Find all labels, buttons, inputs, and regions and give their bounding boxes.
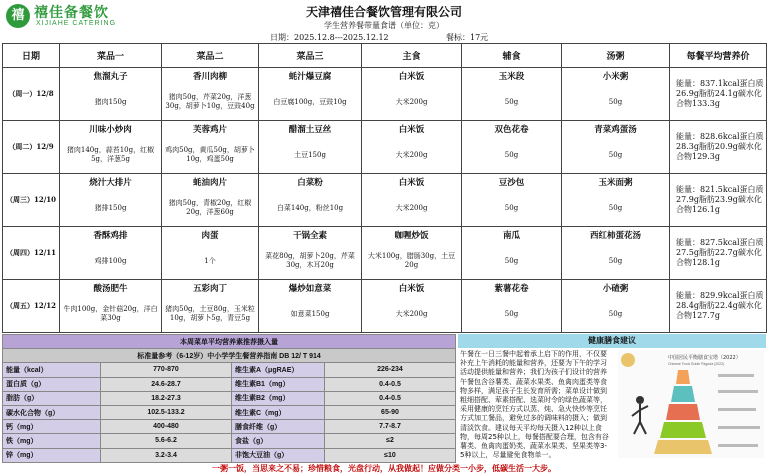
col-header: 菜品二 bbox=[162, 44, 259, 68]
menu-header-row bbox=[3, 44, 767, 68]
dish-ingredients: 白豆腐100g，豆豉10g bbox=[259, 85, 362, 121]
col-header: 每餐平均营养价 bbox=[670, 44, 767, 68]
menu-day-row bbox=[3, 121, 767, 138]
dish-name: 白米饭 bbox=[362, 174, 462, 191]
nutrient-value: 400-480 bbox=[101, 420, 232, 434]
nutrient-label: 碳水化合物（g） bbox=[3, 405, 101, 419]
dish-name: 醋溜土豆丝 bbox=[259, 121, 362, 138]
col-header: 菜品三 bbox=[259, 44, 362, 68]
dish-name: 青菜鸡蛋汤 bbox=[562, 121, 670, 138]
nutrition-row bbox=[3, 420, 456, 434]
dish-ingredients: 猪肉140g，蒜苔10g，红椒5g，洋葱5g bbox=[60, 138, 162, 174]
nutrient-label: 维生素B1（mg） bbox=[232, 377, 325, 391]
pagoda-emblem bbox=[621, 353, 635, 367]
dish-ingredients: 50g bbox=[462, 138, 562, 174]
energy-summary: 能量：827.5kcal蛋白质27.5g脂肪22.7g碳水化合物128.1g bbox=[670, 227, 767, 280]
dish-ingredients: 50g bbox=[462, 85, 562, 121]
nutrient-value: 24.6-28.7 bbox=[101, 377, 232, 391]
dish-name: 芙蓉鸡片 bbox=[162, 121, 259, 138]
dish-ingredients: 白菜140g，粉丝10g bbox=[259, 191, 362, 227]
date-range: 日期：2025.12.8---2025.12.12 bbox=[270, 33, 389, 42]
nutrition-row bbox=[3, 391, 456, 405]
dish-ingredients: 大米200g bbox=[362, 85, 462, 121]
energy-summary: 能量：837.1kcal蛋白质26.9g脂肪24.1g碳水化合物133.3g bbox=[670, 68, 767, 121]
nutrient-value: 0.4-0.5 bbox=[325, 391, 456, 405]
nutrition-title: 本周菜单平均营养素推荐摄入量 bbox=[3, 335, 456, 349]
nutrient-label: 维生素A（μgRAE） bbox=[232, 363, 325, 377]
nutrient-label: 维生素B2（mg） bbox=[232, 391, 325, 405]
dish-name: 蚝汁爆豆腐 bbox=[259, 68, 362, 85]
nutrient-label: 锌（mg） bbox=[3, 448, 101, 462]
advice-text: 午餐在一日三餐中起着承上启下的作用，不仅要补充上午消耗的能量和营养，还要为下午的学习活动提供能量和营养；我们为孩子们设计的营养午餐包含谷薯类、蔬菜水果类、鱼禽肉蛋类等食物多样，满足孩子生长发育所需；菜单设计做到粗细搭配、荤素搭配、选菜时令的绿色蔬菜等，采用健康的烹饪方式以蒸、炖、急火快炒等烹饪方式加工餐品，避免过多的调味料的摄入；做到清淡饮食。建议每天平均每天摄入12种以上食物，每周25种以上，每餐搭配要合理，包含有谷薯类、鱼禽肉蛋奶类、蔬菜水果类、坚果类等3-5种以上，尽量避免食物单一。 bbox=[460, 350, 609, 460]
dish-ingredients: 菜花80g，胡萝卜20g，芹菜30g，木耳20g bbox=[259, 244, 362, 280]
nutrient-label: 脂肪（g） bbox=[3, 391, 101, 405]
dish-name: 香酥鸡排 bbox=[60, 227, 162, 244]
nutrient-label: 膳食纤维（g） bbox=[232, 420, 325, 434]
menu-day-row bbox=[3, 68, 767, 85]
col-header: 菜品一 bbox=[60, 44, 162, 68]
nutrient-label: 铁（mg） bbox=[3, 434, 101, 448]
dish-ingredients: 牛肉100g，金针菇20g，洋白菜30g bbox=[60, 297, 162, 333]
col-header: 辅食 bbox=[462, 44, 562, 68]
dish-ingredients: 猪肉50g，芹菜20g，洋葱30g，胡萝卜10g，豆豉40g bbox=[162, 85, 259, 121]
pagoda-title: 中国居民平衡膳食宝塔（2022） bbox=[668, 355, 741, 361]
nutrition-standard: 标准量参考（6-12岁）中小学学生餐营养指南 DB 12/ T 914 bbox=[3, 349, 456, 363]
company-name: 天津禧佳合餐饮管理有限公司 bbox=[305, 5, 462, 19]
nutrient-value: 65-90 bbox=[325, 405, 456, 419]
col-header: 主食 bbox=[362, 44, 462, 68]
food-pagoda-image bbox=[618, 350, 764, 458]
dish-name: 西红柿蛋花汤 bbox=[562, 227, 670, 244]
nutrition-row bbox=[3, 377, 456, 391]
pagoda-layer-meat bbox=[666, 404, 700, 420]
energy-summary: 能量：829.9kcal蛋白质28.4g脂肪22.4g碳水化合物127.7g bbox=[670, 280, 767, 333]
dish-name: 酸汤肥牛 bbox=[60, 280, 162, 297]
nutrient-label: 能量（kcal） bbox=[3, 363, 101, 377]
dish-name: 白米饭 bbox=[362, 68, 462, 85]
dish-name: 爆炒如意菜 bbox=[259, 280, 362, 297]
dish-name: 肉蛋 bbox=[162, 227, 259, 244]
dish-name: 白菜粉 bbox=[259, 174, 362, 191]
dish-name: 白米饭 bbox=[362, 280, 462, 297]
dish-ingredients: 50g bbox=[562, 297, 670, 333]
dish-name: 小碴粥 bbox=[562, 280, 670, 297]
menu-ingredient-row bbox=[3, 85, 767, 121]
dish-name: 小米粥 bbox=[562, 68, 670, 85]
dish-ingredients: 大米200g bbox=[362, 191, 462, 227]
dish-name: 川味小炒肉 bbox=[60, 121, 162, 138]
nutrition-row bbox=[3, 434, 456, 448]
dish-name: 干锅全素 bbox=[259, 227, 362, 244]
menu-day-row bbox=[3, 280, 767, 297]
dish-name: 烧汁大排片 bbox=[60, 174, 162, 191]
dish-ingredients: 大米100g，腊肠30g，土豆20g bbox=[362, 244, 462, 280]
dish-ingredients: 50g bbox=[462, 297, 562, 333]
nutrient-value: 770-870 bbox=[101, 363, 232, 377]
pagoda-en-title: Chinese Food Guide Pagoda (2022) bbox=[668, 362, 725, 366]
dish-name: 香川肉柳 bbox=[162, 68, 259, 85]
dish-ingredients: 1个 bbox=[162, 244, 259, 280]
menu-ingredient-row bbox=[3, 191, 767, 227]
pagoda-layer-dairy bbox=[671, 386, 695, 402]
nutrient-value: ≤2 bbox=[325, 434, 456, 448]
dish-ingredients: 猪肉150g bbox=[60, 85, 162, 121]
dish-ingredients: 猪排150g bbox=[60, 191, 162, 227]
pagoda-layer-oil-salt bbox=[676, 370, 690, 384]
dish-name: 咖喱炒饭 bbox=[362, 227, 462, 244]
nutrient-value: 102.5-133.2 bbox=[101, 405, 232, 419]
day-label: （周三）12/10 bbox=[3, 174, 60, 227]
nutrition-table bbox=[2, 334, 456, 463]
day-label: （周四）12/11 bbox=[3, 227, 60, 280]
dish-name: 五彩肉丁 bbox=[162, 280, 259, 297]
energy-summary: 能量：821.5kcal蛋白质27.9g脂肪23.9g碳水化合物126.1g bbox=[670, 174, 767, 227]
menu-ingredient-row bbox=[3, 138, 767, 174]
menu-ingredient-row bbox=[3, 297, 767, 333]
nutrient-value: 3.2-3.4 bbox=[101, 448, 232, 462]
dish-ingredients: 土豆150g bbox=[259, 138, 362, 174]
col-header: 汤粥 bbox=[562, 44, 670, 68]
dish-ingredients: 猪肉50g，土豆80g，玉米粒10g，胡萝卜5g，青豆5g bbox=[162, 297, 259, 333]
nutrient-label: 蛋白质（g） bbox=[3, 377, 101, 391]
nutrient-value: 7.7-8.7 bbox=[325, 420, 456, 434]
advice-title: 健康膳食建议 bbox=[458, 334, 766, 348]
menu-day-row bbox=[3, 174, 767, 191]
pagoda-layer-vegetables bbox=[660, 422, 706, 438]
day-label: （周五）12/12 bbox=[3, 280, 60, 333]
energy-summary: 能量：828.6kcal蛋白质28.3g脂肪20.9g碳水化合物129.3g bbox=[670, 121, 767, 174]
weekly-menu-table bbox=[2, 43, 767, 333]
dish-name: 蚝油肉片 bbox=[162, 174, 259, 191]
dish-ingredients: 50g bbox=[462, 191, 562, 227]
dish-name: 玉米面粥 bbox=[562, 174, 670, 191]
footer-slogan: 一粥一饭，当思来之不易；珍惜粮食，光盘行动，从我做起！应做分类一小步，低碳生活一大步。 bbox=[212, 463, 556, 473]
dish-ingredients: 50g bbox=[562, 191, 670, 227]
dish-name: 南瓜 bbox=[462, 227, 562, 244]
dish-ingredients: 猪肉50g，青椒20g，红椒20g，洋葱60g bbox=[162, 191, 259, 227]
meal-standard: 餐标：17元 bbox=[446, 33, 489, 42]
nutrient-label: 钙（mg） bbox=[3, 420, 101, 434]
menu-subtitle: 学生营养餐带量食谱（单位：克） bbox=[324, 21, 444, 30]
dish-name: 焦溜丸子 bbox=[60, 68, 162, 85]
nutrient-value: 18.2-27.3 bbox=[101, 391, 232, 405]
nutrient-value: 0.4-0.5 bbox=[325, 377, 456, 391]
dish-ingredients: 大米200g bbox=[362, 138, 462, 174]
nutrient-label: 非饱大豆油（g） bbox=[232, 448, 325, 462]
dish-name: 玉米段 bbox=[462, 68, 562, 85]
logo-mark: 禧 bbox=[6, 4, 30, 28]
nutrition-row bbox=[3, 448, 456, 462]
dish-ingredients: 如意菜150g bbox=[259, 297, 362, 333]
logo-cn-text: 禧佳备餐饮 bbox=[34, 5, 109, 21]
dish-ingredients: 鸡排100g bbox=[60, 244, 162, 280]
nutrition-row bbox=[3, 363, 456, 377]
menu-day-row bbox=[3, 227, 767, 244]
nutrient-value: 5.6-6.2 bbox=[101, 434, 232, 448]
dish-ingredients: 50g bbox=[462, 244, 562, 280]
dish-name: 双色花卷 bbox=[462, 121, 562, 138]
dish-name: 白米饭 bbox=[362, 121, 462, 138]
dish-ingredients: 50g bbox=[562, 138, 670, 174]
pagoda-layer-grains bbox=[654, 440, 712, 454]
dish-ingredients: 50g bbox=[562, 85, 670, 121]
dish-name: 紫薯花卷 bbox=[462, 280, 562, 297]
nutrient-value: 226-234 bbox=[325, 363, 456, 377]
day-label: （周二）12/9 bbox=[3, 121, 60, 174]
dish-ingredients: 50g bbox=[562, 244, 670, 280]
col-header: 日期 bbox=[3, 44, 60, 68]
logo-en-text: XIJIAHE CATERING bbox=[36, 20, 117, 27]
nutrient-value: ≤10 bbox=[325, 448, 456, 462]
dish-name: 豆沙包 bbox=[462, 174, 562, 191]
dish-ingredients: 鸡肉50g，黄瓜50g，胡萝卜10g，鸡蛋50g bbox=[162, 138, 259, 174]
nutrient-label: 食盐（g） bbox=[232, 434, 325, 448]
dish-ingredients: 大米200g bbox=[362, 297, 462, 333]
nutrition-row bbox=[3, 405, 456, 419]
menu-ingredient-row bbox=[3, 244, 767, 280]
day-label: （周一）12/8 bbox=[3, 68, 60, 121]
nutrient-label: 维生素C（mg） bbox=[232, 405, 325, 419]
